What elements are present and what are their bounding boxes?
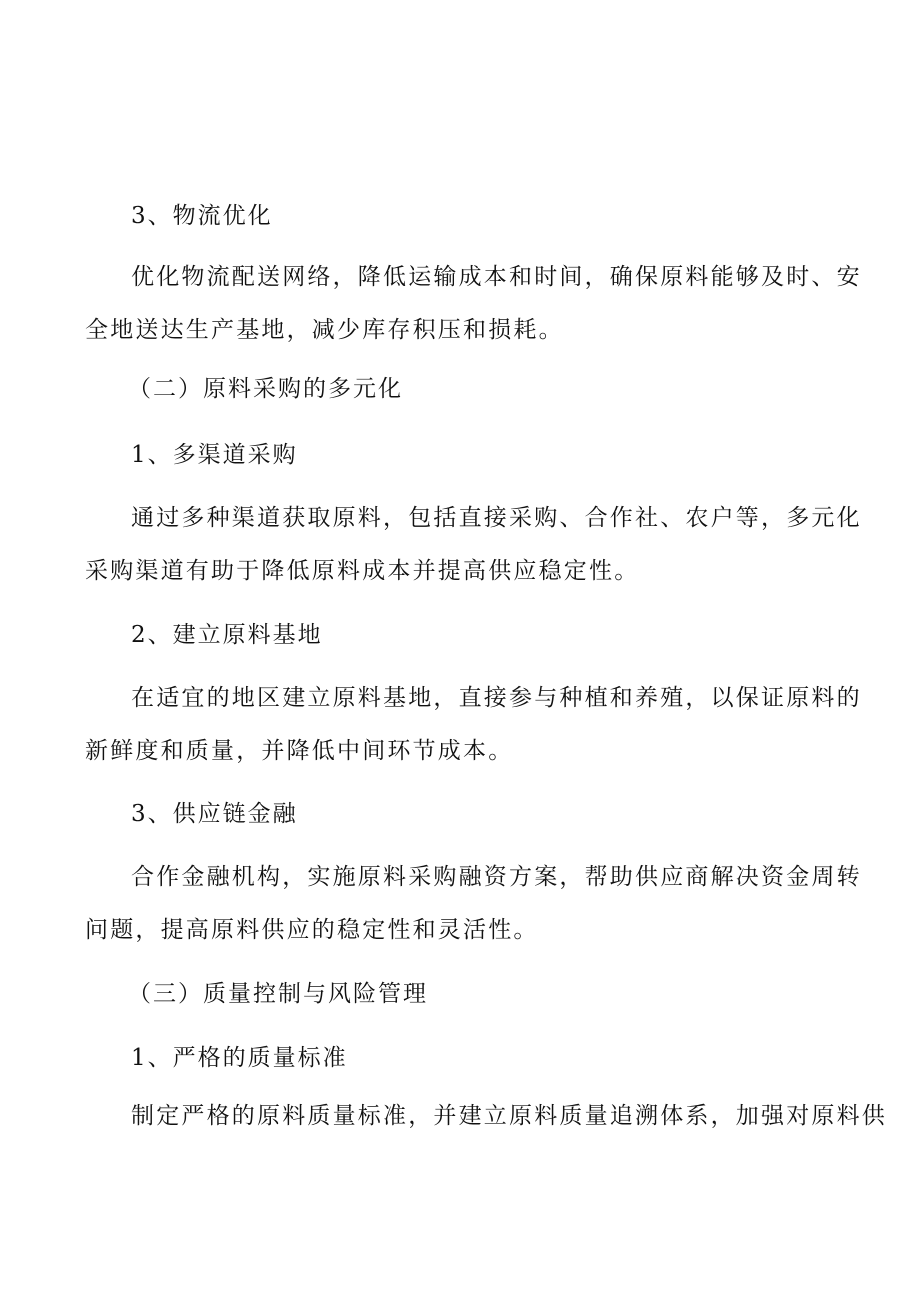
paragraph-raw-material-base-line-1: 在适宜的地区建立原料基地，直接参与种植和养殖，以保证原料的 <box>131 685 862 711</box>
section-heading-diversified-procurement: （二）原料采购的多元化 <box>128 376 403 402</box>
paragraph-supply-chain-finance-line-2: 问题，提高原料供应的稳定性和灵活性。 <box>85 917 539 943</box>
section-heading-quality-risk-management: （三）质量控制与风险管理 <box>128 981 428 1007</box>
subheading-strict-quality-standards: 1、严格的质量标准 <box>131 1045 348 1071</box>
paragraph-multichannel-line-1: 通过多种渠道获取原料，包括直接采购、合作社、农户等，多元化 <box>131 505 862 531</box>
paragraph-raw-material-base-line-2: 新鲜度和质量，并降低中间环节成本。 <box>85 738 514 764</box>
subheading-multichannel-procurement: 1、多渠道采购 <box>131 442 298 468</box>
paragraph-multichannel-line-2: 采购渠道有助于降低原料成本并提高供应稳定性。 <box>85 558 640 584</box>
paragraph-supply-chain-finance-line-1: 合作金融机构，实施原料采购融资方案，帮助供应商解决资金周转 <box>131 864 862 890</box>
paragraph-quality-standards-line-1: 制定严格的原料质量标准，并建立原料质量追溯体系，加强对原料供 <box>131 1103 887 1129</box>
subheading-supply-chain-finance: 3、供应链金融 <box>131 801 298 827</box>
subheading-logistics-optimization: 3、物流优化 <box>131 203 273 229</box>
subheading-raw-material-base: 2、建立原料基地 <box>131 622 323 648</box>
paragraph-logistics-line-2: 全地送达生产基地，减少库存积压和损耗。 <box>85 317 564 343</box>
paragraph-logistics-line-1: 优化物流配送网络，降低运输成本和时间，确保原料能够及时、安 <box>131 264 862 290</box>
